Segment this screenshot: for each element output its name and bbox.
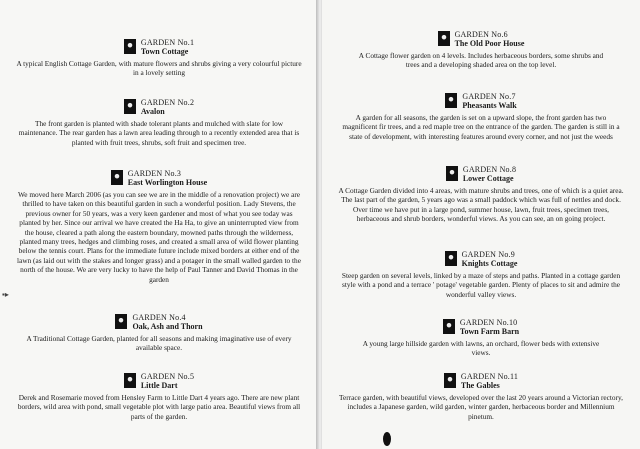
garden-entry-5 (0, 372, 318, 421)
garden-description: A Traditional Cottage Garden, planted for all seasons and making imaginative use of every available space. (26, 334, 292, 353)
garden-entry-11 (322, 372, 640, 421)
garden-number: GARDEN No.5 (140, 372, 195, 381)
garden-entry-9 (322, 250, 640, 299)
garden-name: Pheasants Walk (462, 101, 517, 110)
margin-mark: ▪▸ (2, 290, 9, 299)
garden-description: A young large hillside garden with lawns, an orchard, flower beds with extensive views. (362, 339, 600, 358)
garden-name: Town Cottage (140, 47, 189, 56)
garden-description: Terrace garden, with beautiful views, developed over the last 20 years around a Victorian rectory, includes a Japanese garden, wild garden, winter garden, herbaceous border and Millennium pinetum. (339, 393, 623, 421)
garden-description: Derek and Rosemarie moved from Hensley Farm to Little Dart 4 years ago. There are new plant borders, wild area with pond, small vegetable plot with large patio area. Beautiful views from all parts of the garden. (17, 393, 301, 421)
garden-logo-icon (124, 39, 136, 54)
garden-entry-7 (322, 92, 640, 141)
garden-number: GARDEN No.1 (140, 38, 195, 47)
garden-logo-icon (444, 373, 456, 388)
garden-logo-icon (445, 251, 457, 266)
garden-description: We moved here March 2006 (as you can see we are in the middle of a renovation project) we are thrilled to have taken on this beautiful garden in such a wonderful position. Lady Stevens, the previous owner for 50 years, was a very keen gardener and most of what you see today was planted by her. Since our arrival we have created the Ha Ha, to give an uninterrupted view from the house, cleared a path along the eastern boundary, mowned paths through the wilderness, planted many trees, hedges and climbing roses, and created a small area of wild flower planting below the tennis court. Plans for the immediate future include mixed borders at either end of the lawn (as laid out with the stakes and longer grass) and a potager in the small walled garden to the north of the house. We are very lucky to have the help of Paul Tanner and David Thomas in the garden (17, 190, 301, 284)
garden-entry-4 (0, 313, 318, 353)
garden-entry-10 (322, 318, 640, 358)
garden-name: Lower Cottage (462, 174, 514, 183)
garden-description: Steep garden on several levels, linked by a maze of steps and paths. Planted in a cottage garden style with a pond and a terrace ' potage' vegetable garden. Plenty of places to sit and admire the wonderful valley views. (341, 271, 621, 299)
garden-name: Town Farm Barn (459, 327, 520, 336)
garden-description: The front garden is planted with shade tolerant plants and mulched with slate for low maintenance. The rear garden has a lawn area leading through to a recently extended area that is planted with fruit trees, shrubs, soft fruit and specimen tree. (18, 119, 300, 147)
garden-number: GARDEN No.7 (462, 92, 516, 101)
garden-logo-icon (438, 31, 450, 46)
garden-name: Little Dart (140, 381, 178, 390)
garden-description: A Cottage flower garden on 4 levels. Includes herbaceous borders, some shrubs and trees and a developing shaded area on the top level. (358, 51, 604, 70)
garden-logo-icon (446, 166, 458, 181)
left-page (0, 0, 318, 449)
garden-description: A Cottage Garden divided into 4 areas, with mature shrubs and trees, one of which is a quiet area. The last part of the garden, 5 years ago was a small paddock which was full of nettles and dock. Over time we have put in a large pond, summer house, lawn, fruit trees, specimen trees, herbaceous and shrub borders, wonderful views. As you can see, an on going project. (338, 186, 624, 224)
garden-number: GARDEN No.8 (462, 165, 517, 174)
garden-logo-icon (115, 314, 127, 329)
garden-number: GARDEN No.11 (460, 372, 519, 381)
garden-entry-1 (0, 38, 318, 78)
garden-logo-icon (445, 93, 457, 108)
garden-logo-icon (124, 373, 136, 388)
garden-name: Oak, Ash and Thorn (132, 322, 203, 331)
garden-description: A garden for all seasons, the garden is set on a upward slope, the front garden has two magnificent fir trees, and a red maple tree on the entrance of the garden. The garden is still in a state of development, with interesting features around every corner, and not just the weeds (342, 113, 620, 141)
garden-name: East Worlington House (127, 178, 208, 187)
garden-number: GARDEN No.10 (459, 318, 518, 327)
garden-number: GARDEN No.3 (127, 169, 182, 178)
garden-entry-2 (0, 98, 318, 147)
garden-name: Knights Cottage (461, 259, 518, 268)
garden-number: GARDEN No.6 (454, 30, 508, 39)
garden-logo-icon (111, 170, 123, 185)
garden-logo-icon (124, 99, 136, 114)
garden-number: GARDEN No.2 (140, 98, 195, 107)
garden-name: Avalon (140, 107, 165, 116)
garden-description: A typical English Cottage Garden, with mature flowers and shrubs giving a very colourful picture in a lovely setting (16, 59, 302, 78)
garden-entry-8 (322, 165, 640, 224)
garden-number: GARDEN No.9 (461, 250, 515, 259)
garden-name: The Gables (460, 381, 500, 390)
garden-entry-6 (322, 30, 640, 70)
garden-name: The Old Poor House (454, 39, 525, 48)
garden-entry-3 (0, 169, 318, 284)
ink-blot (383, 432, 391, 446)
garden-number: GARDEN No.4 (132, 313, 186, 322)
garden-logo-icon (443, 319, 455, 334)
right-page (322, 0, 640, 449)
